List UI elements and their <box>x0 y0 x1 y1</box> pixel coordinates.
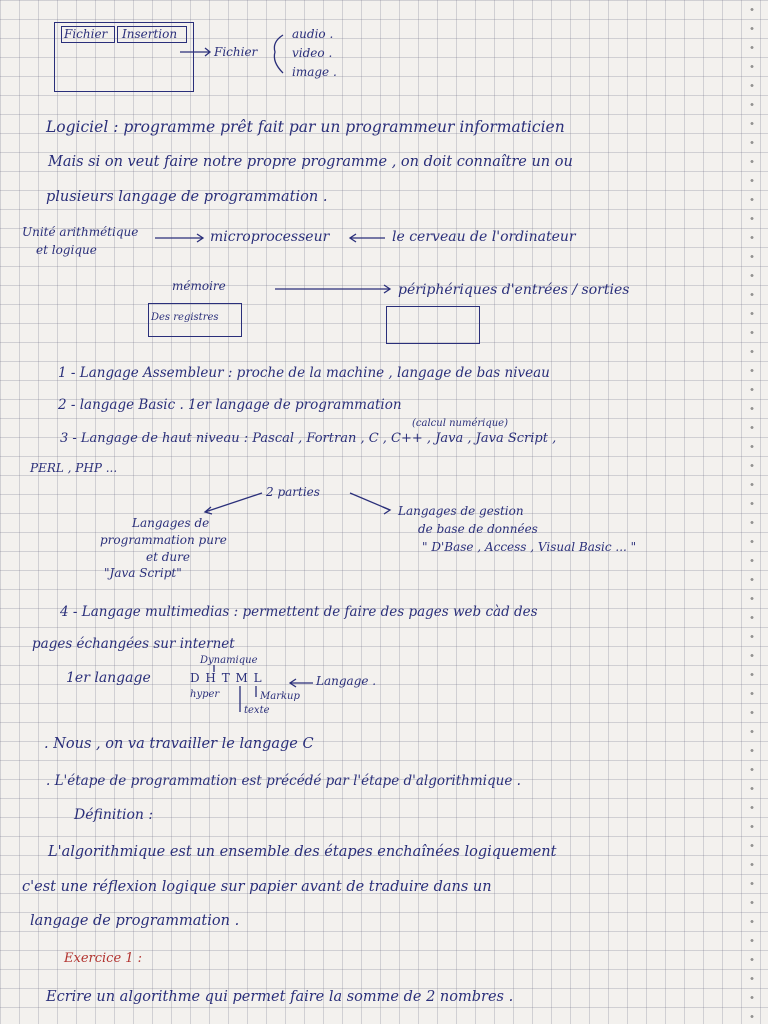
unite-line-1: Unité arithmétique <box>22 225 139 239</box>
mais-line-2: plusieurs langage de programmation . <box>46 189 328 205</box>
media-image: image . <box>292 65 337 79</box>
unite-line-2: et logique <box>36 243 97 257</box>
left-part-4: "Java Script" <box>104 566 182 580</box>
exercice-text: Ecrire un algorithme qui permet faire la somme de 2 nombres . <box>46 989 514 1005</box>
micro-label: microprocesseur <box>210 229 330 245</box>
media-video: video . <box>292 46 333 60</box>
etape-line: . L'étape de programmation est précédé par l'étape d'algorithmique . <box>46 773 521 789</box>
premier-langage: 1er langage <box>66 670 151 686</box>
peripheriques-label: périphériques d'entrées / sorties <box>398 282 630 298</box>
fichier-label: Fichier <box>214 45 258 59</box>
left-part-1: Langages de <box>132 516 210 530</box>
dynamique-label: Dynamique <box>200 655 258 666</box>
hyper-label: hyper <box>190 689 220 700</box>
right-part-3: " D'Base , Access , Visual Basic ... " <box>422 540 637 554</box>
definition-label: Définition : <box>74 807 154 823</box>
mais-line-1: Mais si on veut faire notre propre programme , on doit connaître un ou <box>48 154 573 170</box>
lang-4-line-2: pages échangées sur internet <box>32 636 235 652</box>
dhtml-label: D H T M L <box>190 671 263 685</box>
lang-2-note: (calcul numérique) <box>412 418 509 429</box>
lang-3-cont: PERL , PHP ... <box>30 461 118 475</box>
logiciel-line: Logiciel : programme prêt fait par un programmeur informaticien <box>46 118 565 136</box>
left-part-2: programmation pure <box>100 533 227 547</box>
arrow-left-part <box>205 493 262 512</box>
nous-line: . Nous , on va travailler le langage C <box>44 736 314 752</box>
parties-label: 2 parties <box>266 485 320 499</box>
lang-4-line-1: 4 - Langage multimedias : permettent de faire des pages web càd des <box>60 604 538 620</box>
def-line-1: L'algorithmique est un ensemble des étapes enchaînées logiquement <box>48 844 557 860</box>
menu-insertion: Insertion <box>122 27 178 41</box>
lang-2: 2 - langage Basic . 1er langage de programmation <box>58 397 402 413</box>
def-line-2: c'est une réflexion logique sur papier avant de traduire dans un <box>22 879 492 895</box>
peripheriques-box <box>386 306 480 344</box>
langage-label: Langage . <box>316 674 377 688</box>
exercice-label: Exercice 1 : <box>64 951 143 966</box>
texte-label: texte <box>244 705 270 716</box>
brace-media <box>274 35 283 73</box>
lang-3: 3 - Langage de haut niveau : Pascal , Fortran , C , C++ , Java , Java Script , <box>60 431 557 446</box>
registres-label: Des registres <box>151 312 219 323</box>
def-line-3: langage de programmation . <box>30 913 240 929</box>
left-part-3: et dure <box>146 550 190 564</box>
cerveau-label: le cerveau de l'ordinateur <box>392 229 576 245</box>
media-audio: audio . <box>292 27 334 41</box>
markup-label: Markup <box>260 691 300 702</box>
lang-1: 1 - Langage Assembleur : proche de la machine , langage de bas niveau <box>58 365 550 381</box>
right-part-2: de base de données <box>418 522 538 536</box>
menu-fichier: Fichier <box>64 27 108 41</box>
memoire-label: mémoire <box>172 279 226 293</box>
right-part-1: Langages de gestion <box>398 504 524 518</box>
